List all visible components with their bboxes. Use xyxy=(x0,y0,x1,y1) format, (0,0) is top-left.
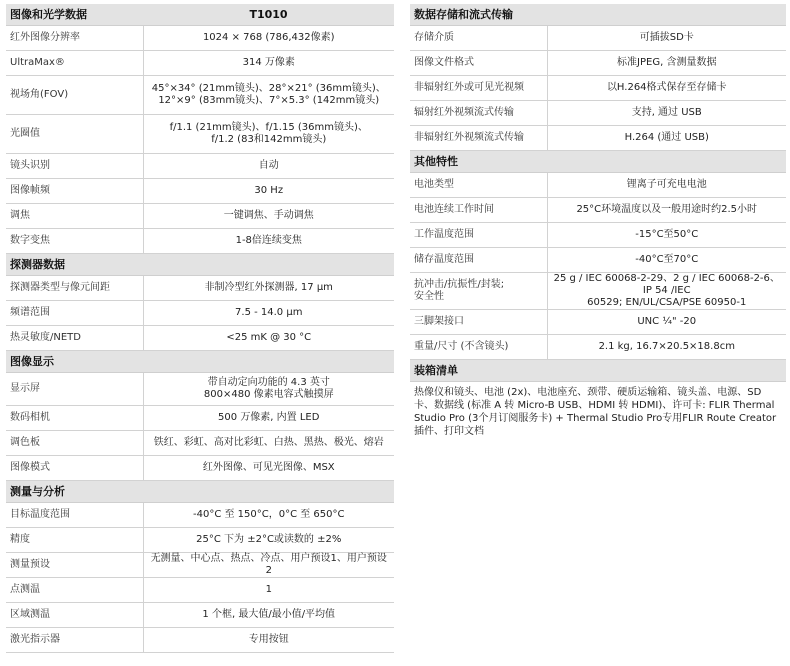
section-title: 测量与分析 xyxy=(6,481,394,503)
spec-value: 25 g / IEC 60068-2-29、2 g / IEC 60068-2-6、IP 54 /IEC 60529; EN/UL/CSA/PSE 60950-1 xyxy=(547,273,786,310)
section-header xyxy=(410,151,786,173)
spec-label: 非辐射红外视频流式传输 xyxy=(410,126,547,151)
spec-label: 频谱范围 xyxy=(6,301,143,326)
spec-label: 目标温度范围 xyxy=(6,503,143,528)
section-title: 图像和光学数据 xyxy=(6,4,143,26)
left-spec-table xyxy=(6,4,394,653)
spec-label: 非辐射红外或可见光视频 xyxy=(410,76,547,101)
spec-row xyxy=(410,310,786,335)
spec-value: 2.1 kg, 16.7×20.5×18.8cm xyxy=(547,335,786,360)
spec-row xyxy=(6,115,394,154)
spec-row xyxy=(6,406,394,431)
spec-label: 数码相机 xyxy=(6,406,143,431)
spec-value: UNC ¼" -20 xyxy=(547,310,786,335)
section-header xyxy=(6,254,394,276)
spec-value: 标准JPEG, 含测量数据 xyxy=(547,51,786,76)
spec-value: 30 Hz xyxy=(143,179,394,204)
spec-row xyxy=(6,373,394,406)
section-title: 数据存储和流式传输 xyxy=(410,4,786,26)
spec-value: 1024 × 768 (786,432像素) xyxy=(143,26,394,51)
spec-row xyxy=(410,26,786,51)
spec-label: 工作温度范围 xyxy=(410,223,547,248)
spec-value: 1 xyxy=(143,578,394,603)
spec-row xyxy=(6,326,394,351)
spec-row xyxy=(6,26,394,51)
spec-value: 可插拔SD卡 xyxy=(547,26,786,51)
spec-value: 铁红、彩虹、高对比彩虹、白热、黑热、极光、熔岩 xyxy=(143,431,394,456)
spec-value: 带自动定向功能的 4.3 英寸 800×480 像素电容式触摸屏 xyxy=(143,373,394,406)
spec-value: 非制冷型红外探测器, 17 µm xyxy=(143,276,394,301)
spec-label: 精度 xyxy=(6,528,143,553)
spec-value: H.264 (通过 USB) xyxy=(547,126,786,151)
spec-label: 图像文件格式 xyxy=(410,51,547,76)
spec-label: 图像帧频 xyxy=(6,179,143,204)
spec-label: 辐射红外视频流式传输 xyxy=(410,101,547,126)
spec-label: 存储介质 xyxy=(410,26,547,51)
spec-label: UltraMax® xyxy=(6,51,143,76)
spec-row xyxy=(6,578,394,603)
spec-label: 调色板 xyxy=(6,431,143,456)
spec-row xyxy=(410,335,786,360)
spec-label: 激光指示器 xyxy=(6,628,143,653)
spec-value: 无测量、中心点、热点、冷点、用户预设1、用户预设2 xyxy=(143,553,394,578)
spec-label: 光圈值 xyxy=(6,115,143,154)
spec-row xyxy=(6,204,394,229)
section-title: 其他特性 xyxy=(410,151,786,173)
spec-value: 红外图像、可见光图像、MSX xyxy=(143,456,394,481)
spec-row xyxy=(6,603,394,628)
spec-label: 视场角(FOV) xyxy=(6,76,143,115)
spec-value: 支持, 通过 USB xyxy=(547,101,786,126)
spec-row xyxy=(410,76,786,101)
spec-value: 500 万像素, 内置 LED xyxy=(143,406,394,431)
section-header xyxy=(410,4,786,26)
spec-label: 重量/尺寸 (不含镜头) xyxy=(410,335,547,360)
section-title: 探测器数据 xyxy=(6,254,394,276)
section-title: 图像显示 xyxy=(6,351,394,373)
spec-label: 显示屏 xyxy=(6,373,143,406)
spec-row xyxy=(6,456,394,481)
spec-label: 调焦 xyxy=(6,204,143,229)
spec-row xyxy=(410,173,786,198)
spec-value: 45°×34° (21mm镜头)、28°×21° (36mm镜头)、 12°×9° (83mm镜头)、7°×5.3° (142mm镜头) xyxy=(143,76,394,115)
spec-value: -15°C至50°C xyxy=(547,223,786,248)
spec-label: 测量预设 xyxy=(6,553,143,578)
spec-label: 三脚架接口 xyxy=(410,310,547,335)
spec-label: 储存温度范围 xyxy=(410,248,547,273)
spec-value: 7.5 - 14.0 µm xyxy=(143,301,394,326)
spec-value: 1-8倍连续变焦 xyxy=(143,229,394,254)
spec-value: 自动 xyxy=(143,154,394,179)
spec-value: 锂离子可充电电池 xyxy=(547,173,786,198)
spec-value: 1 个框, 最大值/最小值/平均值 xyxy=(143,603,394,628)
spec-value: 25°C 下为 ±2°C或读数的 ±2% xyxy=(143,528,394,553)
spec-row xyxy=(6,229,394,254)
right-spec-table xyxy=(410,4,786,382)
spec-row xyxy=(410,223,786,248)
spec-row xyxy=(410,248,786,273)
spec-row xyxy=(410,126,786,151)
spec-value: -40°C 至 150°C，0°C 至 650°C xyxy=(143,503,394,528)
spec-row xyxy=(6,51,394,76)
spec-label: 电池类型 xyxy=(410,173,547,198)
spec-label: 抗冲击/抗振性/封装; 安全性 xyxy=(410,273,547,310)
spec-row xyxy=(6,154,394,179)
section-header xyxy=(6,4,394,26)
spec-row xyxy=(6,503,394,528)
spec-row xyxy=(6,553,394,578)
spec-label: 电池连续工作时间 xyxy=(410,198,547,223)
spec-label: 点测温 xyxy=(6,578,143,603)
section-header xyxy=(6,481,394,503)
spec-label: 探测器类型与像元间距 xyxy=(6,276,143,301)
spec-value: <25 mK @ 30 °C xyxy=(143,326,394,351)
section-header xyxy=(6,351,394,373)
spec-value: 专用按钮 xyxy=(143,628,394,653)
spec-label: 镜头识别 xyxy=(6,154,143,179)
spec-row xyxy=(6,179,394,204)
spec-row xyxy=(410,273,786,310)
right-spec-column xyxy=(410,4,786,438)
package-contents-text: 热像仪和镜头、电池 (2x)、电池座充、颈带、硬质运输箱、镜头盖、电源、SD 卡、数据线 (标准 A 转 Micro-B USB、HDMI 转 HDMI)、许可卡: FLIR Thermal Studio Pro (3个月订阅服务卡) + Thermal Studio Pro专用FLIR Route Creator插件、打印文档 xyxy=(414,387,777,437)
spec-value: f/1.1 (21mm镜头)、f/1.15 (36mm镜头)、 f/1.2 (83和142mm镜头) xyxy=(143,115,394,154)
spec-value: -40°C至70°C xyxy=(547,248,786,273)
spec-row xyxy=(410,51,786,76)
left-spec-column xyxy=(6,4,394,653)
section-header xyxy=(410,360,786,382)
spec-row xyxy=(6,76,394,115)
spec-row xyxy=(6,276,394,301)
spec-value: 以H.264格式保存至存储卡 xyxy=(547,76,786,101)
spec-label: 热灵敏度/NETD xyxy=(6,326,143,351)
model-name: T1010 xyxy=(143,4,394,26)
spec-label: 区域测温 xyxy=(6,603,143,628)
spec-value: 25°C环境温度以及一般用途时约2.5小时 xyxy=(547,198,786,223)
spec-row xyxy=(410,101,786,126)
spec-row xyxy=(6,431,394,456)
spec-row xyxy=(6,628,394,653)
spec-row xyxy=(6,301,394,326)
spec-label: 红外图像分辨率 xyxy=(6,26,143,51)
spec-row xyxy=(6,528,394,553)
spec-value: 一键调焦、手动调焦 xyxy=(143,204,394,229)
package-title: 装箱清单 xyxy=(410,360,786,382)
spec-row xyxy=(410,198,786,223)
spec-label: 图像模式 xyxy=(6,456,143,481)
spec-value: 314 万像素 xyxy=(143,51,394,76)
spec-label: 数字变焦 xyxy=(6,229,143,254)
